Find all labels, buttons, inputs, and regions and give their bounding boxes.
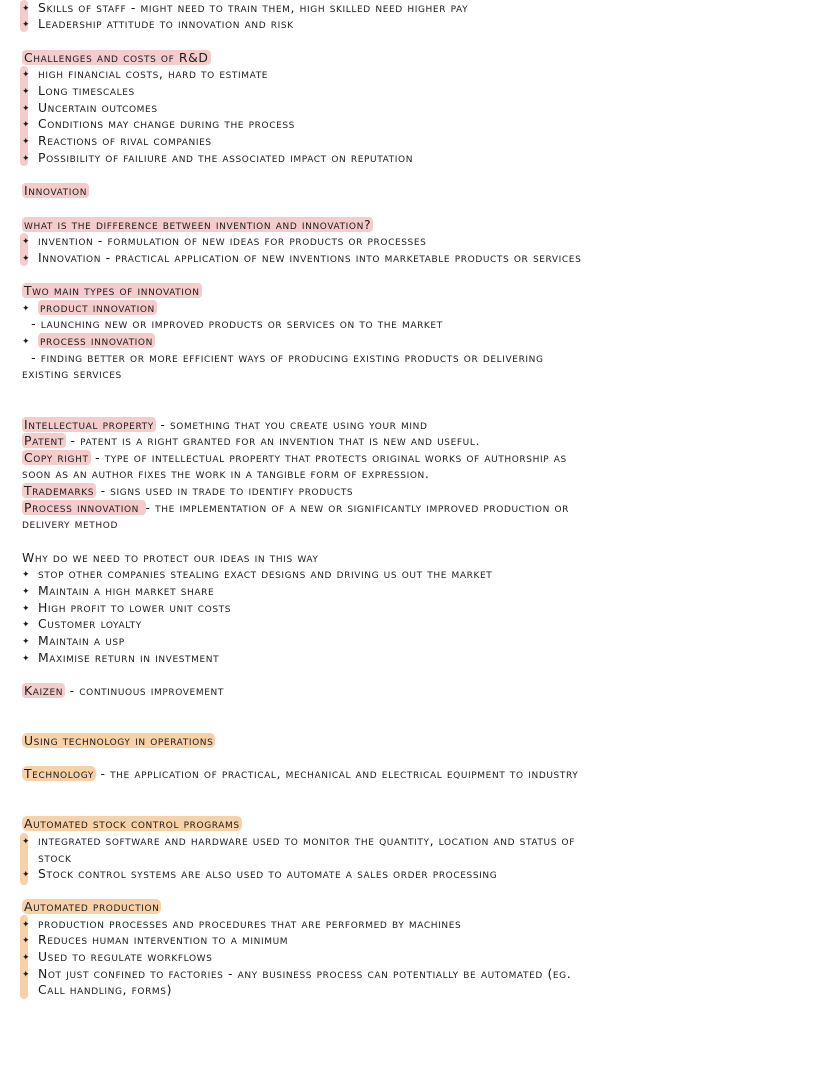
- section-heading: Automated production: [24, 899, 160, 914]
- section-heading: Automated stock control programs: [24, 816, 240, 831]
- bullet-icon: ✦: [22, 870, 31, 880]
- list-item: ✦ Innovation - practical application of new inventions into marketable products or services: [22, 250, 582, 265]
- definition-continuation: delivery method: [22, 516, 118, 531]
- definition: Technology - the application of practical, mechanical and electrical equipment to industry: [24, 766, 579, 781]
- bullet-icon: ✦: [22, 953, 31, 963]
- list-item: ✦ Maximise return in investment: [22, 650, 220, 665]
- section-heading: Innovation: [24, 183, 88, 198]
- section-heading: Why do we need to protect our ideas in this way: [22, 550, 319, 565]
- list-item: ✦ Skills of staff - might need to train them, high skilled need higher pay: [22, 0, 469, 15]
- description-line: - finding better or more efficient ways of producing existing products or delivering: [31, 350, 544, 365]
- bullet-icon: ✦: [22, 120, 31, 130]
- list-item: ✦ stop other companies stealing exact designs and driving us out the market: [22, 566, 493, 581]
- bullet-icon: ✦: [22, 970, 31, 980]
- definition: Intellectual property - something that you create using your mind: [24, 417, 428, 432]
- bullet-icon: ✦: [22, 570, 31, 580]
- bullet-icon: ✦: [22, 936, 31, 946]
- definition: Process innovation - the implementation of a new or significantly improved production or: [24, 500, 570, 515]
- list-item-continuation: stock: [38, 850, 72, 865]
- list-item: ✦ Stock control systems are also used to automate a sales order processing: [22, 866, 498, 881]
- description-line: - launching new or improved products or services on to the market: [31, 316, 443, 331]
- list-item: ✦ Conditions may change during the process: [22, 116, 295, 131]
- bullet-icon: ✦: [22, 87, 31, 97]
- definition-continuation: soon as an author fixes the work in a tangible form of expression.: [22, 466, 430, 481]
- list-item: ✦ Long timescales: [22, 83, 135, 98]
- list-item: ✦ Maintain a high market share: [22, 583, 215, 598]
- bullet-icon: ✦: [22, 4, 31, 14]
- definition: Copy right - type of intellectual property that protects original works of authorship as: [24, 450, 567, 465]
- list-item: ✦ high financial costs, hard to estimate: [22, 66, 269, 81]
- list-item: ✦ Uncertain outcomes: [22, 100, 158, 115]
- list-item: ✦ Maintain a usp: [22, 633, 125, 648]
- definition: Trademarks - signs used in trade to identify products: [24, 483, 354, 498]
- question-heading: what is the difference between invention and innovation?: [24, 217, 372, 232]
- list-item: ✦ Customer loyalty: [22, 616, 142, 631]
- bullet-icon: ✦: [22, 254, 31, 264]
- list-item: ✦ Not just confined to factories - any business process can potentially be automated (eg.: [22, 966, 572, 981]
- bullet-icon: ✦: [22, 837, 31, 847]
- description-line: existing services: [22, 366, 122, 381]
- list-item: ✦ Used to regulate workflows: [22, 949, 213, 964]
- bullet-icon: ✦: [22, 337, 31, 347]
- section-heading: Using technology in operations: [24, 733, 214, 748]
- list-item: ✦ Reduces human intervention to a minimum: [22, 932, 289, 947]
- bullet-icon: ✦: [22, 920, 31, 930]
- bullet-icon: ✦: [22, 304, 31, 314]
- bullet-icon: ✦: [22, 70, 31, 80]
- definition: Patent - patent is a right granted for an invention that is new and useful.: [24, 433, 480, 448]
- bullet-icon: ✦: [22, 20, 31, 30]
- bullet-icon: ✦: [22, 620, 31, 630]
- list-item: ✦ invention - formulation of new ideas for products or processes: [22, 233, 427, 248]
- bullet-icon: ✦: [22, 237, 31, 247]
- list-item-continuation: Call handling, forms): [38, 982, 173, 997]
- list-item: ✦ High profit to lower unit costs: [22, 600, 232, 615]
- bullet-icon: ✦: [22, 604, 31, 614]
- list-item: ✦ product innovation: [22, 300, 155, 315]
- definition: Kaizen - continuous improvement: [24, 683, 224, 698]
- bullet-icon: ✦: [22, 154, 31, 164]
- list-item: ✦ process innovation: [22, 333, 153, 348]
- bullet-icon: ✦: [22, 137, 31, 147]
- bullet-icon: ✦: [22, 637, 31, 647]
- bullet-icon: ✦: [22, 104, 31, 114]
- bullet-icon: ✦: [22, 654, 31, 664]
- bullet-icon: ✦: [22, 587, 31, 597]
- list-item: ✦ Reactions of rival companies: [22, 133, 212, 148]
- section-heading: Two main types of innovation: [24, 283, 200, 298]
- list-item: ✦ Possibility of failiure and the associated impact on reputation: [22, 150, 414, 165]
- list-item: ✦ Leadership attitude to innovation and risk: [22, 16, 294, 31]
- section-heading: Challenges and costs of R&D: [24, 50, 209, 65]
- list-item: ✦ integrated software and hardware used to monitor the quantity, location and status of: [22, 833, 576, 848]
- list-item: ✦ production processes and procedures that are performed by machines: [22, 916, 462, 931]
